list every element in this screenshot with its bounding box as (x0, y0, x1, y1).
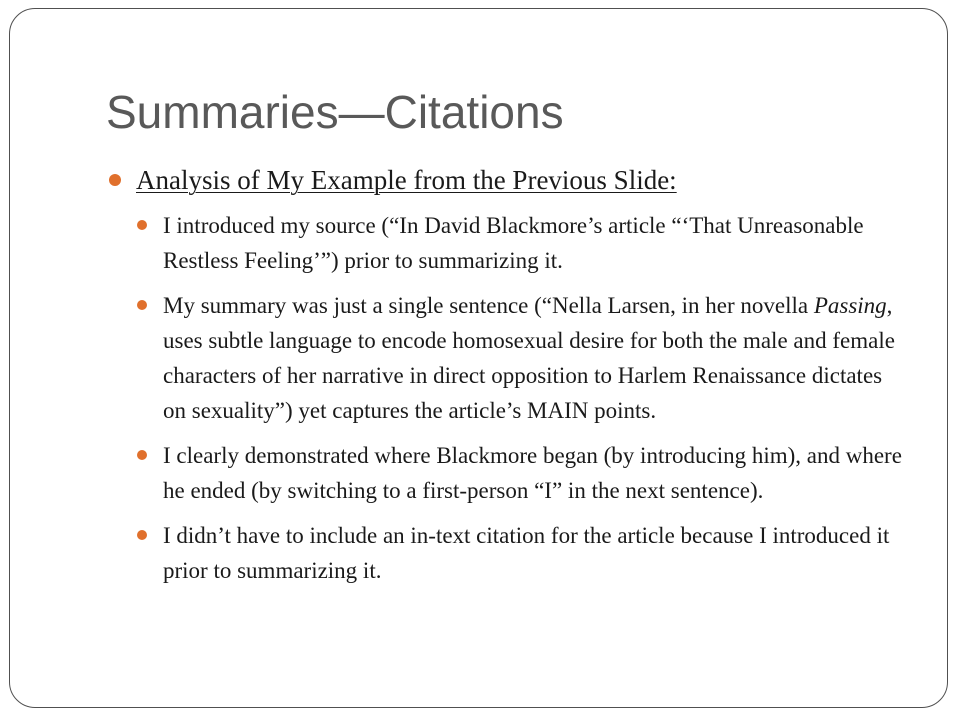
bullet-dot-icon (137, 300, 147, 310)
sub-bullet-text: I didn’t have to include an in-text citation for the article because I introduced it prior to summarizing it. (163, 523, 890, 583)
bullet-dot-icon (137, 450, 147, 460)
sub-bullet-3 (106, 438, 906, 508)
main-bullet-text: Analysis of My Example from the Previous Slide: (136, 165, 677, 195)
main-bullet (106, 162, 906, 198)
bullet-dot-icon (109, 174, 121, 186)
sub-bullet-text-start: My summary was just a single sentence (“Nella Larsen, in her novella (163, 293, 814, 318)
sub-bullet-1 (106, 208, 906, 278)
sub-bullet-2 (106, 288, 906, 428)
slide-title: Summaries—Citations (106, 86, 564, 138)
book-title: Passing (813, 293, 887, 318)
slide-content (106, 162, 906, 598)
bullet-dot-icon (137, 220, 147, 230)
bullet-dot-icon (137, 530, 147, 540)
sub-bullet-text: I introduced my source (“In David Blackmore’s article “‘That Unreasonable Restless Feeling’”) prior to summarizing it. (163, 213, 864, 273)
sub-bullet-text: I clearly demonstrated where Blackmore began (by introducing him), and where he ended (by switching to a first-person “I” in the next sentence). (163, 443, 902, 503)
sub-bullet-text-end: , uses subtle language to encode homosexual desire for both the male and female characters of her narrative in direct opposition to Harlem Renaissance dictates on sexuality”) yet captures the article’s MAIN points. (163, 293, 895, 423)
sub-bullet-4 (106, 518, 906, 588)
sub-bullet-list (106, 208, 906, 588)
